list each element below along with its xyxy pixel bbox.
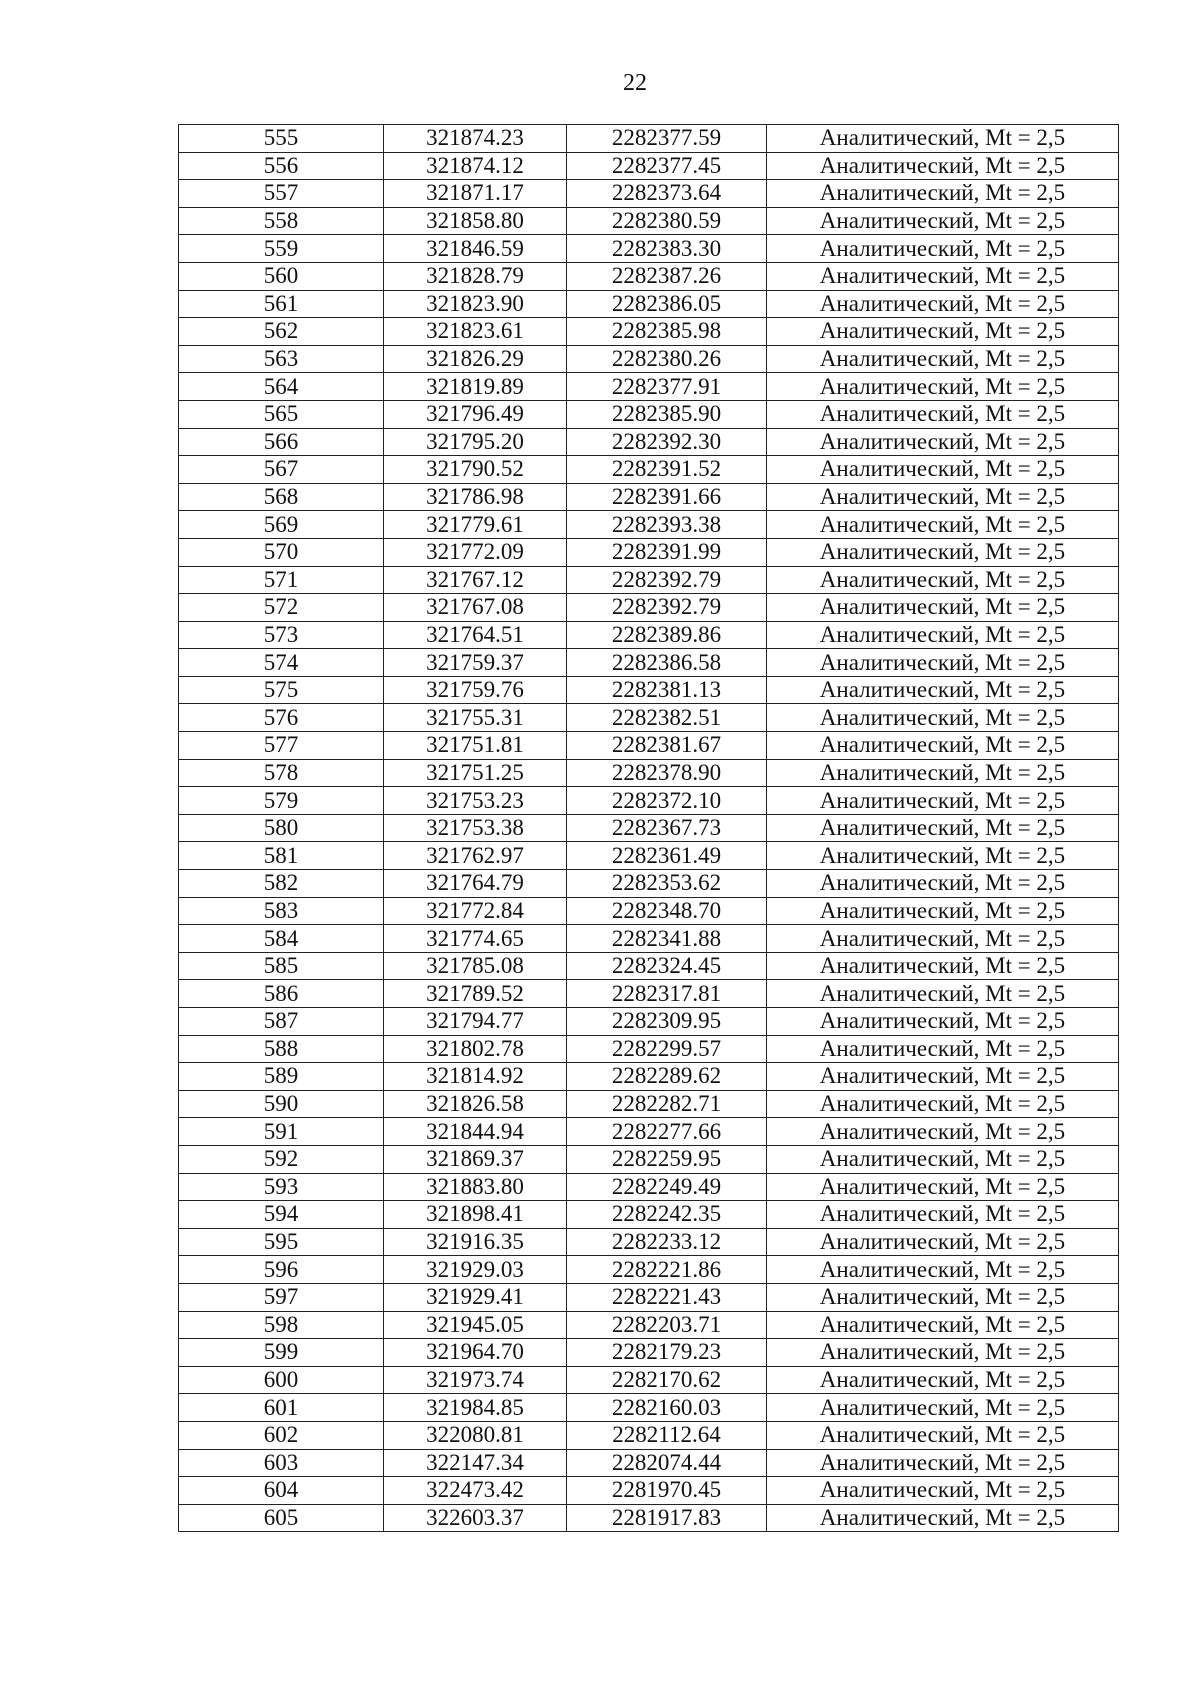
point-number-cell: 562 xyxy=(179,318,384,346)
method-cell: Аналитический, Mt = 2,5 xyxy=(767,787,1119,815)
y-coordinate-cell: 2282179.23 xyxy=(567,1339,767,1367)
x-coordinate-cell: 321874.12 xyxy=(384,152,567,180)
y-coordinate-cell: 2282392.30 xyxy=(567,428,767,456)
table-row xyxy=(179,1201,1119,1229)
y-coordinate-cell: 2282391.66 xyxy=(567,483,767,511)
point-number-cell: 560 xyxy=(179,262,384,290)
x-coordinate-cell: 321753.23 xyxy=(384,787,567,815)
y-coordinate-cell: 2282289.62 xyxy=(567,1063,767,1091)
method-cell: Аналитический, Mt = 2,5 xyxy=(767,1449,1119,1477)
table-row xyxy=(179,207,1119,235)
point-number-cell: 567 xyxy=(179,456,384,484)
table-row xyxy=(179,1366,1119,1394)
method-cell: Аналитический, Mt = 2,5 xyxy=(767,1035,1119,1063)
x-coordinate-cell: 321844.94 xyxy=(384,1118,567,1146)
method-cell: Аналитический, Mt = 2,5 xyxy=(767,1063,1119,1091)
table-row xyxy=(179,456,1119,484)
table-row xyxy=(179,814,1119,842)
table-row xyxy=(179,676,1119,704)
method-cell: Аналитический, Mt = 2,5 xyxy=(767,1394,1119,1422)
x-coordinate-cell: 321858.80 xyxy=(384,207,567,235)
table-row xyxy=(179,787,1119,815)
y-coordinate-cell: 2282249.49 xyxy=(567,1173,767,1201)
y-coordinate-cell: 2282381.67 xyxy=(567,732,767,760)
y-coordinate-cell: 2282378.90 xyxy=(567,759,767,787)
point-number-cell: 599 xyxy=(179,1339,384,1367)
point-number-cell: 576 xyxy=(179,704,384,732)
point-number-cell: 568 xyxy=(179,483,384,511)
method-cell: Аналитический, Mt = 2,5 xyxy=(767,345,1119,373)
table-row xyxy=(179,1421,1119,1449)
x-coordinate-cell: 321789.52 xyxy=(384,980,567,1008)
x-coordinate-cell: 321823.90 xyxy=(384,290,567,318)
point-number-cell: 572 xyxy=(179,594,384,622)
x-coordinate-cell: 321929.03 xyxy=(384,1256,567,1284)
point-number-cell: 604 xyxy=(179,1477,384,1505)
x-coordinate-cell: 321786.98 xyxy=(384,483,567,511)
table-row xyxy=(179,400,1119,428)
method-cell: Аналитический, Mt = 2,5 xyxy=(767,456,1119,484)
x-coordinate-cell: 321826.29 xyxy=(384,345,567,373)
point-number-cell: 556 xyxy=(179,152,384,180)
x-coordinate-cell: 321802.78 xyxy=(384,1035,567,1063)
y-coordinate-cell: 2282277.66 xyxy=(567,1118,767,1146)
y-coordinate-cell: 2282348.70 xyxy=(567,897,767,925)
x-coordinate-cell: 321823.61 xyxy=(384,318,567,346)
y-coordinate-cell: 2282381.13 xyxy=(567,676,767,704)
x-coordinate-cell: 321779.61 xyxy=(384,511,567,539)
method-cell: Аналитический, Mt = 2,5 xyxy=(767,1201,1119,1229)
y-coordinate-cell: 2282367.73 xyxy=(567,814,767,842)
table-row xyxy=(179,1145,1119,1173)
x-coordinate-cell: 321929.41 xyxy=(384,1283,567,1311)
table-row xyxy=(179,180,1119,208)
table-row xyxy=(179,1228,1119,1256)
table-row xyxy=(179,1008,1119,1036)
method-cell: Аналитический, Mt = 2,5 xyxy=(767,538,1119,566)
x-coordinate-cell: 321751.81 xyxy=(384,732,567,760)
point-number-cell: 597 xyxy=(179,1283,384,1311)
table-row xyxy=(179,1063,1119,1091)
y-coordinate-cell: 2282380.26 xyxy=(567,345,767,373)
method-cell: Аналитический, Mt = 2,5 xyxy=(767,1173,1119,1201)
point-number-cell: 603 xyxy=(179,1449,384,1477)
table-row xyxy=(179,1256,1119,1284)
x-coordinate-cell: 321819.89 xyxy=(384,373,567,401)
x-coordinate-cell: 321790.52 xyxy=(384,456,567,484)
point-number-cell: 584 xyxy=(179,925,384,953)
point-number-cell: 561 xyxy=(179,290,384,318)
x-coordinate-cell: 321772.84 xyxy=(384,897,567,925)
method-cell: Аналитический, Mt = 2,5 xyxy=(767,1283,1119,1311)
table-row xyxy=(179,1035,1119,1063)
y-coordinate-cell: 2281970.45 xyxy=(567,1477,767,1505)
table-body xyxy=(179,125,1119,1532)
table-row xyxy=(179,538,1119,566)
point-number-cell: 587 xyxy=(179,1008,384,1036)
method-cell: Аналитический, Mt = 2,5 xyxy=(767,1339,1119,1367)
method-cell: Аналитический, Mt = 2,5 xyxy=(767,980,1119,1008)
y-coordinate-cell: 2282386.58 xyxy=(567,649,767,677)
table-row xyxy=(179,483,1119,511)
y-coordinate-cell: 2282112.64 xyxy=(567,1421,767,1449)
y-coordinate-cell: 2282391.99 xyxy=(567,538,767,566)
y-coordinate-cell: 2282324.45 xyxy=(567,952,767,980)
table-row xyxy=(179,1477,1119,1505)
x-coordinate-cell: 321846.59 xyxy=(384,235,567,263)
x-coordinate-cell: 321795.20 xyxy=(384,428,567,456)
y-coordinate-cell: 2282221.43 xyxy=(567,1283,767,1311)
point-number-cell: 589 xyxy=(179,1063,384,1091)
x-coordinate-cell: 321785.08 xyxy=(384,952,567,980)
x-coordinate-cell: 321883.80 xyxy=(384,1173,567,1201)
method-cell: Аналитический, Mt = 2,5 xyxy=(767,511,1119,539)
point-number-cell: 574 xyxy=(179,649,384,677)
point-number-cell: 596 xyxy=(179,1256,384,1284)
table-row xyxy=(179,649,1119,677)
method-cell: Аналитический, Mt = 2,5 xyxy=(767,290,1119,318)
point-number-cell: 558 xyxy=(179,207,384,235)
point-number-cell: 595 xyxy=(179,1228,384,1256)
method-cell: Аналитический, Mt = 2,5 xyxy=(767,1145,1119,1173)
method-cell: Аналитический, Mt = 2,5 xyxy=(767,925,1119,953)
point-number-cell: 601 xyxy=(179,1394,384,1422)
x-coordinate-cell: 321945.05 xyxy=(384,1311,567,1339)
x-coordinate-cell: 321984.85 xyxy=(384,1394,567,1422)
table-row xyxy=(179,1449,1119,1477)
table-row xyxy=(179,594,1119,622)
x-coordinate-cell: 321767.12 xyxy=(384,566,567,594)
y-coordinate-cell: 2282389.86 xyxy=(567,621,767,649)
method-cell: Аналитический, Mt = 2,5 xyxy=(767,897,1119,925)
y-coordinate-cell: 2282282.71 xyxy=(567,1090,767,1118)
y-coordinate-cell: 2282385.90 xyxy=(567,400,767,428)
point-number-cell: 591 xyxy=(179,1118,384,1146)
point-number-cell: 579 xyxy=(179,787,384,815)
y-coordinate-cell: 2282361.49 xyxy=(567,842,767,870)
point-number-cell: 593 xyxy=(179,1173,384,1201)
point-number-cell: 557 xyxy=(179,180,384,208)
table-row xyxy=(179,1090,1119,1118)
coordinates-table-container xyxy=(178,124,1118,1532)
x-coordinate-cell: 321898.41 xyxy=(384,1201,567,1229)
table-row xyxy=(179,1173,1119,1201)
x-coordinate-cell: 321973.74 xyxy=(384,1366,567,1394)
x-coordinate-cell: 321964.70 xyxy=(384,1339,567,1367)
table-row xyxy=(179,1283,1119,1311)
point-number-cell: 605 xyxy=(179,1504,384,1532)
table-row xyxy=(179,152,1119,180)
y-coordinate-cell: 2282385.98 xyxy=(567,318,767,346)
method-cell: Аналитический, Mt = 2,5 xyxy=(767,842,1119,870)
method-cell: Аналитический, Mt = 2,5 xyxy=(767,870,1119,898)
y-coordinate-cell: 2282221.86 xyxy=(567,1256,767,1284)
table-row xyxy=(179,759,1119,787)
table-row xyxy=(179,290,1119,318)
x-coordinate-cell: 322473.42 xyxy=(384,1477,567,1505)
point-number-cell: 563 xyxy=(179,345,384,373)
x-coordinate-cell: 321871.17 xyxy=(384,180,567,208)
y-coordinate-cell: 2282392.79 xyxy=(567,594,767,622)
x-coordinate-cell: 321772.09 xyxy=(384,538,567,566)
x-coordinate-cell: 321796.49 xyxy=(384,400,567,428)
x-coordinate-cell: 321762.97 xyxy=(384,842,567,870)
point-number-cell: 580 xyxy=(179,814,384,842)
point-number-cell: 570 xyxy=(179,538,384,566)
method-cell: Аналитический, Mt = 2,5 xyxy=(767,1008,1119,1036)
x-coordinate-cell: 321814.92 xyxy=(384,1063,567,1091)
y-coordinate-cell: 2282353.62 xyxy=(567,870,767,898)
y-coordinate-cell: 2282074.44 xyxy=(567,1449,767,1477)
table-row xyxy=(179,621,1119,649)
point-number-cell: 585 xyxy=(179,952,384,980)
table-row xyxy=(179,125,1119,153)
y-coordinate-cell: 2282242.35 xyxy=(567,1201,767,1229)
method-cell: Аналитический, Mt = 2,5 xyxy=(767,759,1119,787)
point-number-cell: 592 xyxy=(179,1145,384,1173)
y-coordinate-cell: 2282373.64 xyxy=(567,180,767,208)
method-cell: Аналитический, Mt = 2,5 xyxy=(767,1504,1119,1532)
y-coordinate-cell: 2282233.12 xyxy=(567,1228,767,1256)
table-row xyxy=(179,870,1119,898)
y-coordinate-cell: 2282383.30 xyxy=(567,235,767,263)
x-coordinate-cell: 321869.37 xyxy=(384,1145,567,1173)
y-coordinate-cell: 2282341.88 xyxy=(567,925,767,953)
x-coordinate-cell: 321774.65 xyxy=(384,925,567,953)
x-coordinate-cell: 321767.08 xyxy=(384,594,567,622)
method-cell: Аналитический, Mt = 2,5 xyxy=(767,649,1119,677)
method-cell: Аналитический, Mt = 2,5 xyxy=(767,400,1119,428)
method-cell: Аналитический, Mt = 2,5 xyxy=(767,262,1119,290)
point-number-cell: 555 xyxy=(179,125,384,153)
method-cell: Аналитический, Mt = 2,5 xyxy=(767,1421,1119,1449)
method-cell: Аналитический, Mt = 2,5 xyxy=(767,1090,1119,1118)
y-coordinate-cell: 2282377.59 xyxy=(567,125,767,153)
y-coordinate-cell: 2282386.05 xyxy=(567,290,767,318)
y-coordinate-cell: 2282317.81 xyxy=(567,980,767,1008)
x-coordinate-cell: 321826.58 xyxy=(384,1090,567,1118)
method-cell: Аналитический, Mt = 2,5 xyxy=(767,180,1119,208)
x-coordinate-cell: 322080.81 xyxy=(384,1421,567,1449)
y-coordinate-cell: 2282393.38 xyxy=(567,511,767,539)
method-cell: Аналитический, Mt = 2,5 xyxy=(767,152,1119,180)
x-coordinate-cell: 321753.38 xyxy=(384,814,567,842)
point-number-cell: 569 xyxy=(179,511,384,539)
y-coordinate-cell: 2282382.51 xyxy=(567,704,767,732)
method-cell: Аналитический, Mt = 2,5 xyxy=(767,373,1119,401)
y-coordinate-cell: 2282391.52 xyxy=(567,456,767,484)
point-number-cell: 571 xyxy=(179,566,384,594)
table-row xyxy=(179,897,1119,925)
method-cell: Аналитический, Mt = 2,5 xyxy=(767,1366,1119,1394)
y-coordinate-cell: 2282392.79 xyxy=(567,566,767,594)
method-cell: Аналитический, Mt = 2,5 xyxy=(767,594,1119,622)
y-coordinate-cell: 2282203.71 xyxy=(567,1311,767,1339)
method-cell: Аналитический, Mt = 2,5 xyxy=(767,566,1119,594)
x-coordinate-cell: 321764.51 xyxy=(384,621,567,649)
point-number-cell: 594 xyxy=(179,1201,384,1229)
x-coordinate-cell: 321759.76 xyxy=(384,676,567,704)
point-number-cell: 573 xyxy=(179,621,384,649)
table-row xyxy=(179,1339,1119,1367)
method-cell: Аналитический, Mt = 2,5 xyxy=(767,1228,1119,1256)
x-coordinate-cell: 321794.77 xyxy=(384,1008,567,1036)
x-coordinate-cell: 321916.35 xyxy=(384,1228,567,1256)
y-coordinate-cell: 2282170.62 xyxy=(567,1366,767,1394)
x-coordinate-cell: 322603.37 xyxy=(384,1504,567,1532)
table-row xyxy=(179,511,1119,539)
table-row xyxy=(179,566,1119,594)
table-row xyxy=(179,1118,1119,1146)
table-row xyxy=(179,262,1119,290)
point-number-cell: 578 xyxy=(179,759,384,787)
table-row xyxy=(179,428,1119,456)
table-row xyxy=(179,235,1119,263)
y-coordinate-cell: 2282160.03 xyxy=(567,1394,767,1422)
point-number-cell: 575 xyxy=(179,676,384,704)
method-cell: Аналитический, Mt = 2,5 xyxy=(767,732,1119,760)
point-number-cell: 565 xyxy=(179,400,384,428)
point-number-cell: 588 xyxy=(179,1035,384,1063)
method-cell: Аналитический, Mt = 2,5 xyxy=(767,428,1119,456)
table-row xyxy=(179,318,1119,346)
y-coordinate-cell: 2282372.10 xyxy=(567,787,767,815)
point-number-cell: 586 xyxy=(179,980,384,1008)
method-cell: Аналитический, Mt = 2,5 xyxy=(767,952,1119,980)
y-coordinate-cell: 2282377.45 xyxy=(567,152,767,180)
x-coordinate-cell: 321755.31 xyxy=(384,704,567,732)
method-cell: Аналитический, Mt = 2,5 xyxy=(767,483,1119,511)
method-cell: Аналитический, Mt = 2,5 xyxy=(767,1118,1119,1146)
point-number-cell: 581 xyxy=(179,842,384,870)
y-coordinate-cell: 2282380.59 xyxy=(567,207,767,235)
x-coordinate-cell: 321828.79 xyxy=(384,262,567,290)
x-coordinate-cell: 321764.79 xyxy=(384,870,567,898)
y-coordinate-cell: 2282377.91 xyxy=(567,373,767,401)
point-number-cell: 582 xyxy=(179,870,384,898)
table-row xyxy=(179,345,1119,373)
point-number-cell: 600 xyxy=(179,1366,384,1394)
x-coordinate-cell: 321759.37 xyxy=(384,649,567,677)
point-number-cell: 564 xyxy=(179,373,384,401)
method-cell: Аналитический, Mt = 2,5 xyxy=(767,1477,1119,1505)
x-coordinate-cell: 321874.23 xyxy=(384,125,567,153)
method-cell: Аналитический, Mt = 2,5 xyxy=(767,125,1119,153)
table-row xyxy=(179,842,1119,870)
page-number: 22 xyxy=(623,70,647,96)
x-coordinate-cell: 321751.25 xyxy=(384,759,567,787)
point-number-cell: 590 xyxy=(179,1090,384,1118)
y-coordinate-cell: 2282259.95 xyxy=(567,1145,767,1173)
table-row xyxy=(179,1394,1119,1422)
table-row xyxy=(179,925,1119,953)
table-row xyxy=(179,704,1119,732)
table-row xyxy=(179,732,1119,760)
method-cell: Аналитический, Mt = 2,5 xyxy=(767,235,1119,263)
y-coordinate-cell: 2282299.57 xyxy=(567,1035,767,1063)
y-coordinate-cell: 2282309.95 xyxy=(567,1008,767,1036)
method-cell: Аналитический, Mt = 2,5 xyxy=(767,814,1119,842)
point-number-cell: 583 xyxy=(179,897,384,925)
point-number-cell: 559 xyxy=(179,235,384,263)
table-row xyxy=(179,980,1119,1008)
point-number-cell: 598 xyxy=(179,1311,384,1339)
point-number-cell: 577 xyxy=(179,732,384,760)
table-row xyxy=(179,1311,1119,1339)
method-cell: Аналитический, Mt = 2,5 xyxy=(767,1311,1119,1339)
point-number-cell: 602 xyxy=(179,1421,384,1449)
x-coordinate-cell: 322147.34 xyxy=(384,1449,567,1477)
table-row xyxy=(179,1504,1119,1532)
coordinates-table xyxy=(178,124,1119,1532)
method-cell: Аналитический, Mt = 2,5 xyxy=(767,318,1119,346)
method-cell: Аналитический, Mt = 2,5 xyxy=(767,207,1119,235)
table-row xyxy=(179,373,1119,401)
method-cell: Аналитический, Mt = 2,5 xyxy=(767,676,1119,704)
point-number-cell: 566 xyxy=(179,428,384,456)
table-row xyxy=(179,952,1119,980)
y-coordinate-cell: 2282387.26 xyxy=(567,262,767,290)
method-cell: Аналитический, Mt = 2,5 xyxy=(767,1256,1119,1284)
y-coordinate-cell: 2281917.83 xyxy=(567,1504,767,1532)
method-cell: Аналитический, Mt = 2,5 xyxy=(767,704,1119,732)
method-cell: Аналитический, Mt = 2,5 xyxy=(767,621,1119,649)
